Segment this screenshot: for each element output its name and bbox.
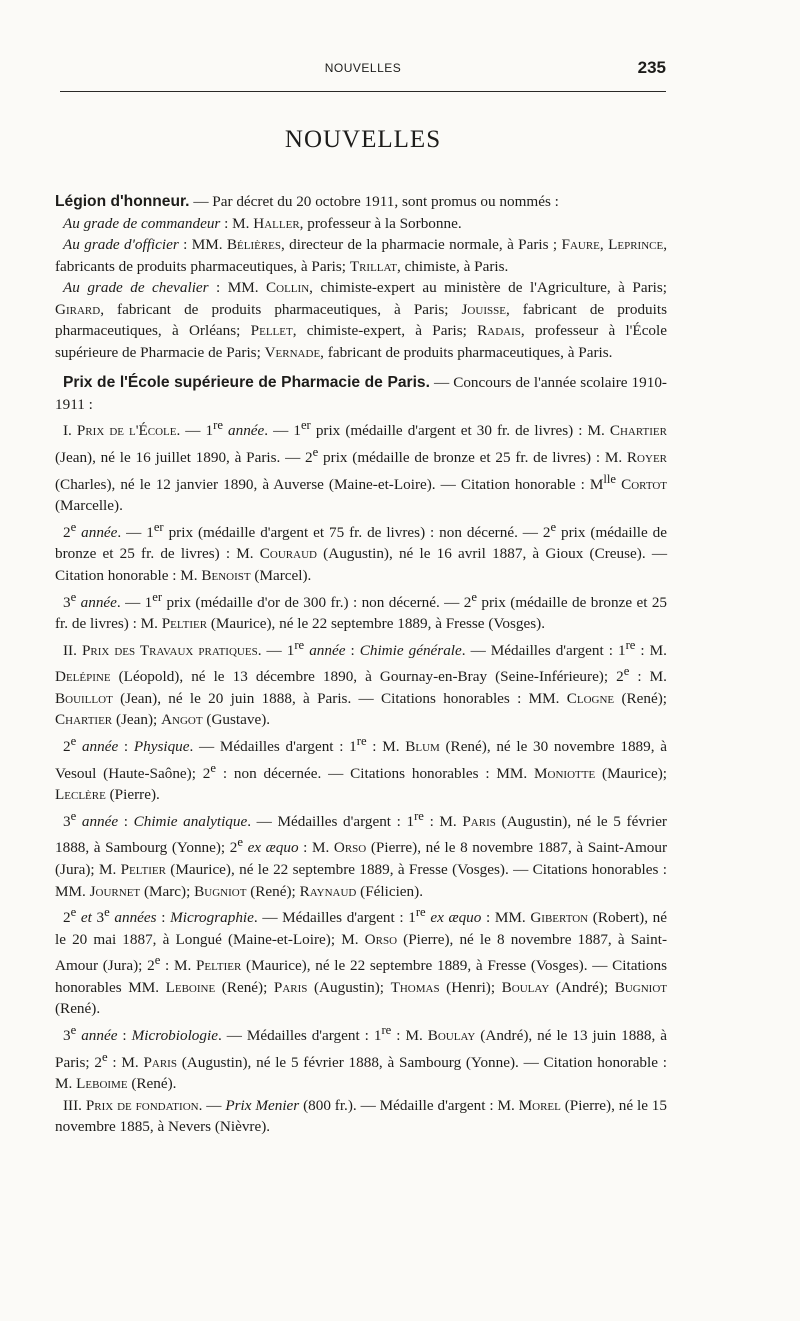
text-run: (Jean), né le 16 juillet 1890, à Paris. — 2 [55,449,313,467]
person-name: Boulay [501,978,550,996]
italic-text: année [80,593,117,611]
person-name: Bugniot [194,882,247,900]
text-run: prix (médaille de bronze et 25 fr. de livres) : M. [318,449,627,467]
person-name: Angot [161,711,203,729]
person-name: Peltier [120,861,166,878]
text-run: : [345,641,360,659]
text-run: , chimiste-expert, à Paris; [292,322,478,340]
text-run: (Marcel). [250,567,312,584]
prix-paragraph [55,517,667,587]
ordinal-suffix: er [152,589,163,604]
text-run: , chimiste, à Paris. [396,257,509,275]
ordinal-suffix: e [70,519,77,534]
text-run: (Maurice), né le 22 septembre 1889, à Fresse (Vosges). — Citations honorables : MM. [55,861,667,900]
ordinal-suffix: re [625,637,636,652]
italic-text: Au grade de chevalier [63,279,209,297]
header-rule [60,91,666,92]
text-run: prix (médaille d'or de 300 fr.) : non décerné. — 2 [162,593,472,611]
person-name: Prix des Travaux pratiques [81,641,258,659]
italic-text: Au grade d'officier [63,236,179,254]
text-run: (René); [215,978,274,996]
text-run: (André), né le 13 juin 1888, à Paris; 2 [55,1027,667,1071]
text-run: (Léopold), né le 13 décembre 1890, à Gournay-en-Bray (Seine-Inférieure); 2 [110,668,624,686]
legion-commandeur-paragraph [55,213,667,235]
legion-intro-paragraph [55,191,667,213]
text-run: I. [63,422,77,440]
text-run: : M. [391,1027,428,1045]
person-name: Cortot [621,475,668,493]
text-run: (René). [127,1075,177,1093]
ordinal-suffix: re [414,808,424,823]
legion-chevalier-paragraph [55,277,667,363]
person-name: Paris [273,978,308,996]
person-name: Bouillot [55,689,113,707]
text-run: : [118,738,134,756]
text-run: 2 [63,738,71,756]
text-run: , professeur à la Sorbonne. [299,214,462,232]
text-run: 3 [63,593,71,611]
article-body [55,191,667,1138]
ordinal-suffix: e [550,519,557,534]
text-run: : M. [298,839,334,857]
running-head [60,58,666,80]
ordinal-suffix: e [70,1022,77,1037]
text-run: 3 [63,1027,71,1045]
text-run: : [156,909,171,927]
prix-heading: Prix de l'École supérieure de Pharmacie de Paris. [63,374,430,392]
text-run: : [118,812,134,830]
text-run: . — 1 [116,593,153,611]
text-run: . — 1 [257,641,295,659]
text-run: (Pierre), né le 15 novembre 1885, à Nevers (Nièvre). [55,1096,667,1136]
prix-intro-paragraph [55,372,667,415]
text-run: (Henri); [439,978,502,996]
italic-text: Micrographie [170,909,254,927]
text-run: : MM. [208,279,267,297]
italic-text: années [114,909,157,927]
prix-paragraph [55,1020,667,1095]
italic-text: et [80,909,92,927]
text-run: 3 [63,812,71,830]
text-run: (Charles), né le 12 janvier 1890, à Auverse (Maine-et-Loire). — Citation honorable : M [55,475,604,493]
text-run: III. [63,1096,86,1114]
italic-text: année [81,1027,118,1045]
ordinal-suffix: re [415,905,426,920]
text-run: (Augustin); [307,978,391,996]
legion-officier-paragraph [55,234,667,277]
text-run: : M. [635,641,667,659]
text-run: , chimiste-expert au ministère de l'Agriculture, à Paris; [309,279,667,297]
text-run: II. [63,641,82,659]
italic-text: ex æquo [430,909,482,927]
person-name: Bugniot [614,978,668,996]
person-name: Radais [477,322,521,340]
ordinal-suffix: e [623,664,630,679]
text-run: (René), né le 30 novembre 1889, à Vesoul (Haute-Saône); 2 [55,738,667,782]
person-name: Pellet [250,322,293,340]
italic-text: année [228,422,265,440]
text-run: (Jean), né le 20 juin 1888, à Paris. — Citations honorables : MM. [112,689,567,707]
text-run: prix (médaille d'argent et 75 fr. de livres) : non décerné. — 2 [163,523,551,541]
italic-text: année [81,812,119,830]
italic-text: année [81,523,118,541]
person-name: Orso [333,839,367,857]
text-run: : M. [220,214,254,232]
text-run: (Pierre), né le 8 novembre 1887, à Saint-Amour (Jura); 2 [55,930,667,975]
person-name: Delépine [55,668,111,686]
text-run: (Robert), né le 20 mai 1887, à Longué (Maine-et-Loire); M. [55,909,668,948]
text-run: (Félicien). [356,882,423,900]
prix-paragraph [55,902,667,1020]
text-run: , fabricant de produits pharmaceutiques, à Paris; [100,300,462,318]
person-name: Giberton [530,909,589,927]
person-name: Couraud [259,545,317,563]
ordinal-suffix: e [101,1049,108,1064]
text-run: (André); [549,978,615,996]
text-run: : [117,1027,132,1045]
text-run: (Jean); [112,711,162,729]
person-name: Boulay [427,1027,476,1045]
italic-text: Chimie générale [359,641,462,659]
person-name: Leboime [76,1075,128,1093]
person-name: Haller [253,214,300,232]
italic-text: Physique [133,738,190,756]
person-name: Faure [561,236,600,254]
ordinal-suffix: re [356,734,367,749]
ordinal-suffix: e [70,905,77,920]
person-name: Chartier [609,422,667,440]
text-run: (Augustin), né le 16 avril 1887, à Gioux (Creuse). — Citation honorable : M. [55,545,668,584]
person-name: Leprince [608,236,664,254]
text-run: . — 1 [176,422,214,440]
text-run: . — 1 [264,422,301,440]
person-name: Bélières [226,236,282,254]
text-run: , [599,236,609,254]
person-name: Collin [266,279,310,297]
running-head-title: NOUVELLES [324,61,402,75]
ordinal-suffix: er [153,519,164,534]
person-name: Clogne [566,689,615,707]
text-run: . — Médailles d'argent : 1 [461,641,626,659]
text-run: . — Médailles d'argent : 1 [253,909,416,927]
text-run: (Maurice), né le 22 septembre 1889, à Fresse (Vosges). — Citations honorables MM. [55,957,667,996]
ordinal-suffix: re [294,637,305,652]
person-name: Prix de fondation [85,1096,199,1114]
person-name: Girard [55,300,101,318]
person-name: Vernade [264,343,321,361]
text-run: (René). [55,1000,101,1018]
text-run: (Pierre), né le 8 novembre 1887, à Saint-Amour (Jura); M. [55,839,668,878]
text-run: : MM. [178,236,227,254]
text-run: (Augustin), né le 5 février 1888, à Sambourg (Yonne). — Citation honorable : M. [55,1053,667,1093]
text-run: prix (médaille de bronze et 25 fr. de livres) : M. [55,523,667,563]
prix-intro: — Concours de l'année scolaire 1910-1911 : [55,374,667,413]
person-name: Peltier [161,615,208,633]
text-run: . — Médailles d'argent : 1 [247,812,415,830]
person-name: Thomas [390,978,440,996]
page-number: 235 [637,58,666,77]
text-run: 3 [91,909,105,927]
prix-paragraph [55,806,667,902]
person-name: Chartier [55,711,113,729]
prix-paragraph [55,635,667,731]
text-run: (800 fr.). — Médaille d'argent : M. [299,1096,519,1114]
text-run: (Augustin), né le 5 février 1888, à Sambourg (Yonne); 2 [55,812,667,857]
text-run: prix (médaille de bronze et 25 fr. de livres) : M. [55,593,668,633]
text-run: (Marc); [140,882,195,900]
person-name: Journet [89,882,141,900]
ordinal-suffix: e [70,734,77,749]
person-name: Moniotte [534,764,596,782]
prix-paragraph [55,415,667,516]
person-name: Jouisse [461,300,506,318]
text-run: (René); [614,689,667,707]
text-run: : non décernée. — Citations honorables : MM. [216,764,535,782]
person-name: Paris [143,1053,177,1071]
text-run: 2 [63,523,71,541]
person-name: Leboine [165,978,216,996]
ordinal-suffix: re [381,1022,392,1037]
person-name: Leclère [55,786,106,804]
ordinal-suffix: e [104,905,110,920]
ordinal-suffix: e [70,589,77,604]
legion-intro: — Par décret du 20 octobre 1911, sont promus ou nommés : [189,193,559,210]
ordinal-suffix: e [237,835,243,850]
text-run: (Pierre). [105,786,160,804]
italic-text: Au grade de commandeur [63,214,221,232]
text-run: : MM. [481,909,531,927]
ordinal-suffix: e [471,589,477,604]
ordinal-suffix: re [213,418,223,433]
text-run: (René); [246,882,300,900]
legion-heading: Légion d'honneur. [55,193,190,210]
text-run: : M. [366,738,406,756]
text-run: . — [198,1096,226,1114]
person-name: Royer [626,449,667,467]
text-run: 2 [63,909,71,927]
text-run: (Maurice); [595,764,667,782]
text-run: (Marcelle). [55,497,123,515]
person-name: Paris [462,812,496,830]
italic-text: Prix Menier [225,1096,300,1114]
ordinal-suffix: e [154,953,161,968]
text-run: : M. [107,1053,144,1071]
person-name: Blum [405,738,440,756]
page-title: NOUVELLES [284,126,442,153]
text-run: : M. [160,957,196,975]
text-run: . — Médailles d'argent : 1 [189,738,357,756]
text-run: prix (médaille d'argent et 30 fr. de livres) : M. [310,422,610,440]
text-run: (Maurice), né le 22 septembre 1889, à Fresse (Vosges). [207,615,546,633]
person-name: Benoist [201,567,251,584]
prix-paragraph [55,587,667,635]
italic-text: année [81,738,119,756]
italic-text: ex æquo [247,839,299,857]
ordinal-suffix: er [300,418,311,433]
person-name: Morel [518,1096,561,1114]
text-run: (Gustave). [202,711,271,729]
italic-text: Chimie analytique [133,812,248,830]
text-run: . — 1 [117,523,154,541]
ordinal-suffix: e [312,445,319,460]
text-run: , fabricant de produits pharmaceutiques, à Paris. [320,343,613,361]
ordinal-suffix: e [70,808,77,823]
text-run: . — Médailles d'argent : 1 [217,1027,382,1045]
person-name: Raynaud [299,882,357,900]
text-run: , fabricants de produits pharmaceutiques, à Paris; [55,236,667,275]
italic-text: année [309,641,346,659]
person-name: Peltier [195,957,242,975]
text-run: , fabricant de produits pharmaceutiques, à Orléans; [55,300,667,340]
ordinal-suffix: e [210,760,217,775]
person-name: Trillat [349,257,397,275]
prix-paragraph [55,1095,667,1138]
text-run: : M. [629,668,667,686]
person-name: Prix de l'École [76,422,177,440]
ordinal-suffix: lle [603,471,617,486]
text-run: , directeur de la pharmacie normale, à Paris ; [281,236,562,254]
prix-paragraph [55,731,667,806]
text-run: , professeur à l'École supérieure de Pharmacie de Paris; [55,322,667,361]
text-run: : M. [423,812,463,830]
italic-text: Microbiologie [131,1027,218,1045]
person-name: Orso [364,930,398,948]
